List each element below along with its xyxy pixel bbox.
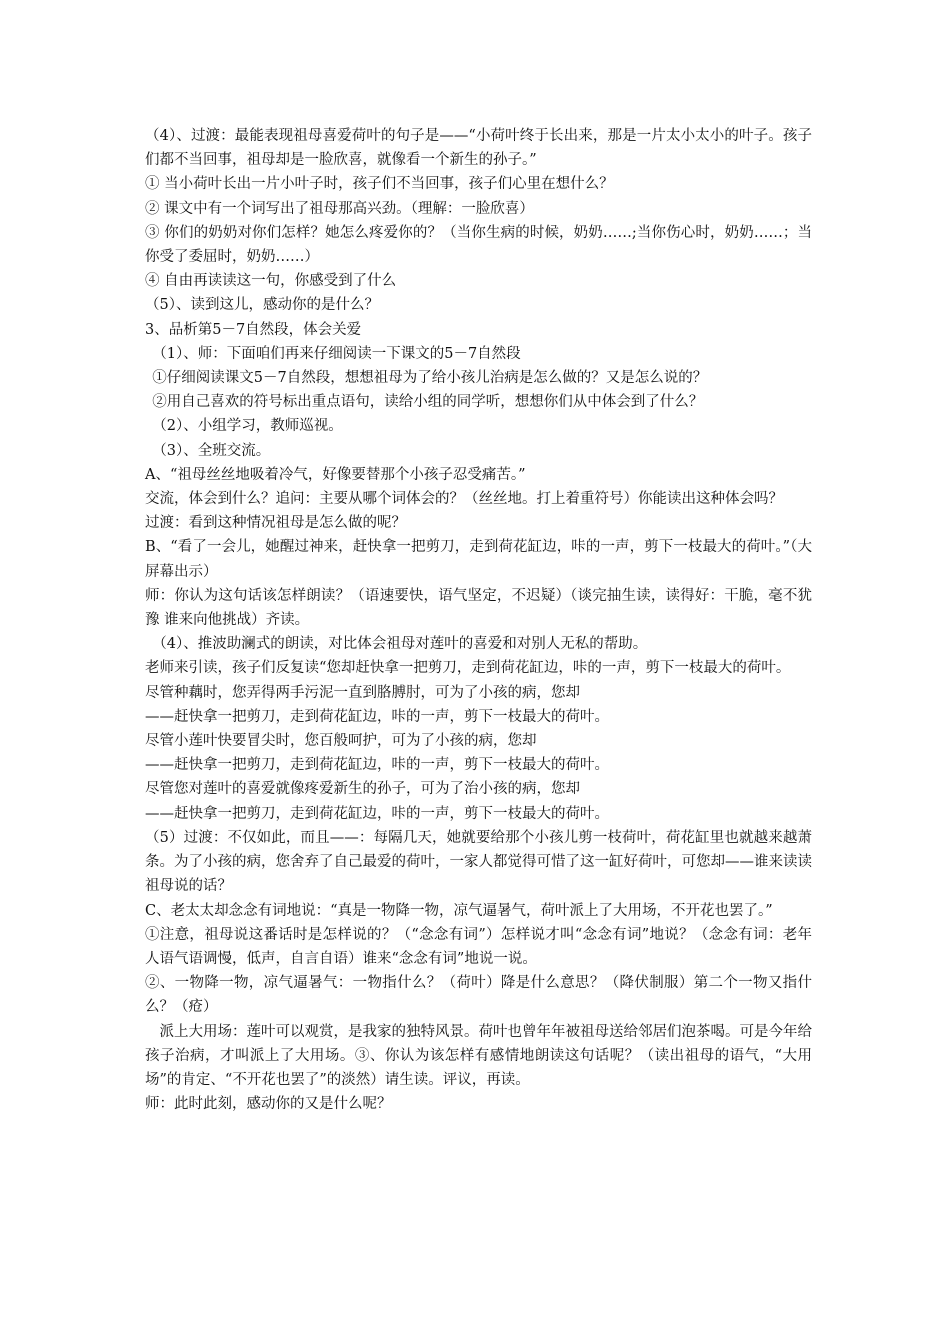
paragraph-question-1: ① 当小荷叶长出一片小叶子时，孩子们不当回事，孩子们心里在想什么？ (145, 176, 614, 193)
paragraph-guided-reading: 老师来引读，孩子们反复读“您却赶快拿一把剪刀，走到荷花缸边，咔的一声，剪下一枝最大的荷叶。 (145, 660, 791, 677)
paragraph-step-1: （1）、师：下面咱们再来仔细阅读一下课文的5－7自然段 (152, 345, 521, 362)
paragraph-closing-question: 师：此时此刻，感动你的又是什么呢？ (145, 1096, 392, 1113)
paragraph-contrast-3: 尽管您对莲叶的喜爱就像疼爱新生的孙子，可为了治小孩的病，您却 (145, 781, 580, 798)
paragraph-step-5: （5）、读到这儿，感动你的是什么？ (145, 297, 379, 314)
paragraph-quote-b: B、“看了一会儿，她醒过神来，赶快拿一把剪刀，走到荷花缸边，咔的一声，剪下一枝最大的荷叶。”（大屏幕出示） (145, 539, 812, 580)
paragraph-exchange: 交流，体会到什么？追问：主要从哪个词体会的？（丝丝地。打上着重符号）你能读出这种体会吗？ (145, 491, 783, 508)
document-page (145, 124, 812, 1116)
paragraph-response-3: ——赶快拿一把剪刀，走到荷花缸边，咔的一声，剪下一枝最大的荷叶。 (145, 805, 609, 822)
paragraph-transition-5: （5）过渡：不仅如此，而且——：每隔几天，她就要给那个小孩儿剪一枝荷叶，荷花缸里也就越来越萧条。为了小孩的病，您舍弃了自己最爱的荷叶，一家人都觉得可惜了这一缸好荷叶，可您却——谁来读读祖母说的话？ (145, 829, 812, 895)
paragraph-task-1: ①仔细阅读课文5－7自然段，想想祖母为了给小孩儿治病是怎么做的？又是怎么说的？ (152, 370, 708, 387)
paragraph-question-3: ③ 你们的奶奶对你们怎样？她怎么疼爱你的？（当你生病的时候，奶奶……;当你伤心时，奶奶……；当你受了委屈时，奶奶……） (145, 224, 812, 266)
paragraph-contrast-2: 尽管小莲叶快要冒尖时，您百般呵护，可为了小孩的病，您却 (145, 733, 537, 750)
paragraph-step-2: （2）、小组学习，教师巡视。 (152, 418, 343, 435)
paragraph-question-4: ④ 自由再读读这一句，你感受到了什么 (145, 273, 397, 290)
paragraph-step-4: （4）、推波助澜式的朗读，对比体会祖母对莲叶的喜爱和对别人无私的帮助。 (152, 636, 648, 653)
paragraph-quote-a: A、“祖母丝丝地吸着冷气，好像要替那个小孩子忍受痛苦。” (145, 466, 526, 483)
paragraph-transition-4: （4）、过渡：最能表现祖母喜爱荷叶的句子是——“小荷叶终于长出来，那是一片太小太小的叶子。孩子们都不当回事，祖母却是一脸欣喜，就像看一个新生的孙子。” (145, 128, 812, 169)
paragraph-note-1: ①注意，祖母说这番话时是怎样说的？（“念念有词”）怎样说才叫“念念有词”地说？（念念有词：老年人语气语调慢，低声，自言自语）谁来“念念有词”地说一说。 (145, 926, 812, 967)
paragraph-contrast-1: 尽管种藕时，您弄得两手污泥一直到胳膊肘，可为了小孩的病，您却 (145, 684, 580, 701)
paragraph-note-2: ②、一物降一物，凉气逼暑气：一物指什么？（荷叶）降是什么意思？（降伏制服）第二个一物又指什么？（疮） (145, 975, 812, 1016)
paragraph-response-1: ——赶快拿一把剪刀，走到荷花缸边，咔的一声，剪下一枝最大的荷叶。 (145, 708, 609, 725)
paragraph-transition: 过渡：看到这种情况祖母是怎么做的呢？ (145, 515, 406, 532)
paragraph-explanation: 派上大用场：莲叶可以观赏，是我家的独特风景。荷叶也曾年年被祖母送给邻居们泡茶喝。可是今年给孩子治病，才叫派上了大用场。③、你认为该怎样有感情地朗读这句话呢？（读出祖母的语气，“大用场”的肯定、“不开花也罢了”的淡然）请生读。评议，再读。 (145, 1023, 812, 1088)
paragraph-task-2: ②用自己喜欢的符号标出重点语句，读给小组的同学听，想想你们从中体会到了什么？ (152, 394, 704, 411)
paragraph-quote-c: C、老太太却念念有词地说：“真是一物降一物，凉气逼暑气，荷叶派上了大用场，不开花也罢了。” (145, 902, 773, 919)
section-heading-3: 3、品析第5－7自然段，体会关爱 (145, 321, 362, 338)
paragraph-response-2: ——赶快拿一把剪刀，走到荷花缸边，咔的一声，剪下一枝最大的荷叶。 (145, 757, 609, 774)
paragraph-step-3: （3）、全班交流。 (152, 442, 271, 459)
paragraph-question-2: ② 课文中有一个词写出了祖母那高兴劲。（理解：一脸欣喜） (145, 200, 534, 217)
paragraph-teacher-reading: 师：你认为这句话该怎样朗读？（语速要快，语气坚定，不迟疑）（谈完抽生读，读得好：干脆，毫不犹豫 谁来向他挑战）齐读。 (145, 587, 812, 629)
